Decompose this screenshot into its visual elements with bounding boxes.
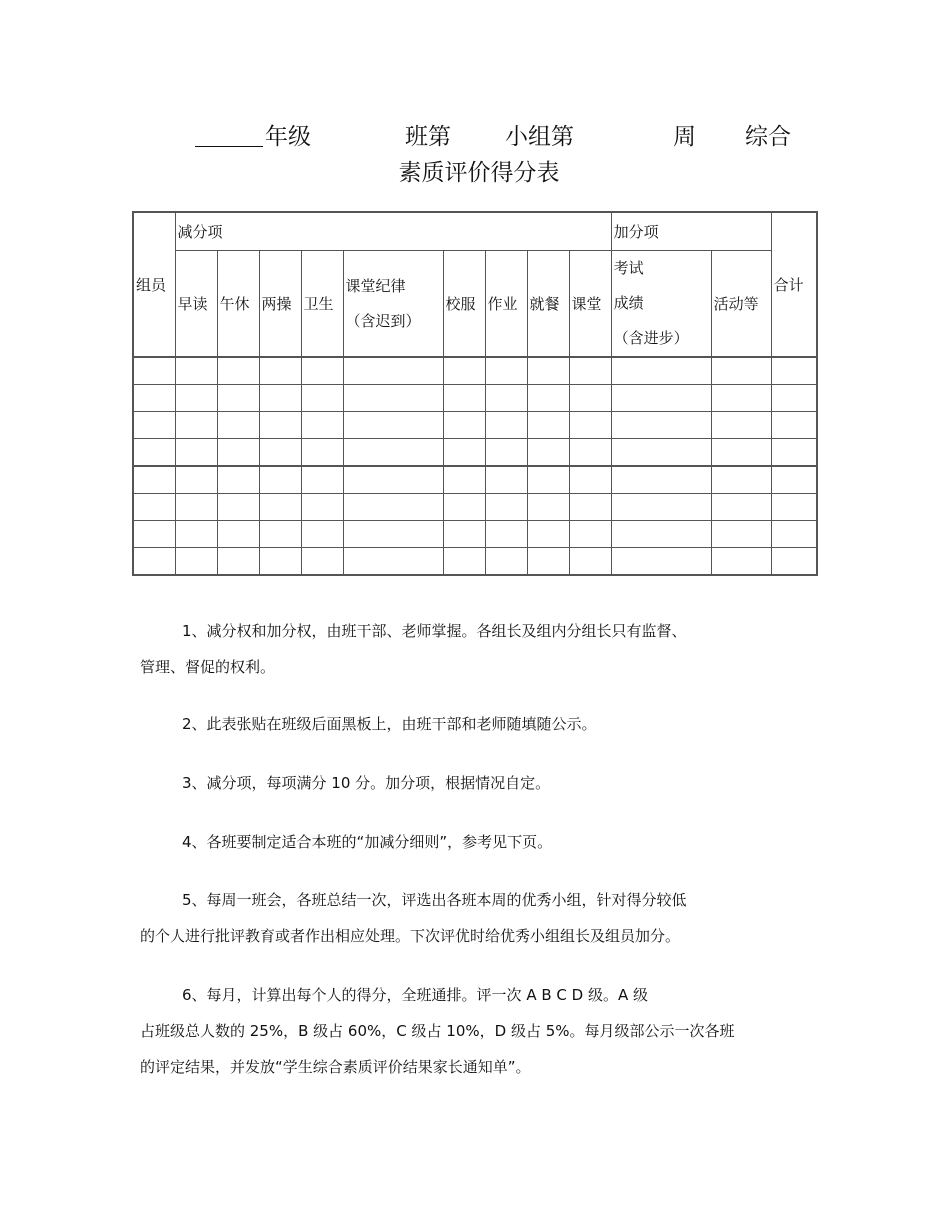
form-title-line2: 素质评价得分表 xyxy=(398,160,560,186)
score-table xyxy=(132,211,818,576)
item-noon-rest: 午休 xyxy=(217,251,259,358)
score-cell[interactable] xyxy=(133,466,175,494)
score-cell[interactable] xyxy=(133,357,175,385)
score-cell[interactable] xyxy=(133,548,175,576)
score-row xyxy=(133,385,817,412)
form-title-line1 xyxy=(0,118,950,152)
item-dining: 就餐 xyxy=(527,251,569,358)
score-cell[interactable] xyxy=(485,357,527,385)
note-6-line3: 的评定结果，并发放“学生综合素质评价结果家长通知单”。 xyxy=(140,1058,531,1076)
score-cell[interactable] xyxy=(711,466,771,494)
header-row-items xyxy=(133,251,817,358)
score-cell[interactable] xyxy=(611,494,711,521)
title-week: 周 xyxy=(673,124,696,150)
note-3 xyxy=(140,765,820,801)
score-cell[interactable] xyxy=(259,439,301,467)
score-cell[interactable] xyxy=(301,521,343,548)
score-cell[interactable] xyxy=(175,385,217,412)
exam-line2: 成绩 xyxy=(613,294,644,312)
score-cell[interactable] xyxy=(443,357,485,385)
note-1 xyxy=(140,613,820,685)
score-cell[interactable] xyxy=(711,439,771,467)
score-cell[interactable] xyxy=(217,412,259,439)
title-composite: 综合 xyxy=(745,124,791,150)
score-cell[interactable] xyxy=(343,521,443,548)
score-cell[interactable] xyxy=(259,412,301,439)
score-cell[interactable] xyxy=(443,521,485,548)
member-header: 组员 xyxy=(133,212,175,357)
score-cell[interactable] xyxy=(443,494,485,521)
score-cell[interactable] xyxy=(771,412,817,439)
score-row xyxy=(133,439,817,467)
score-cell[interactable] xyxy=(443,548,485,576)
score-cell[interactable] xyxy=(569,385,611,412)
item-exam xyxy=(611,251,711,358)
score-cell[interactable] xyxy=(175,439,217,467)
score-cell[interactable] xyxy=(175,548,217,576)
score-cell[interactable] xyxy=(711,548,771,576)
score-cell[interactable] xyxy=(711,385,771,412)
score-cell[interactable] xyxy=(569,357,611,385)
add-header: 加分项 xyxy=(611,212,771,251)
grade-blank xyxy=(195,118,263,147)
score-cell[interactable] xyxy=(443,439,485,467)
score-row xyxy=(133,412,817,439)
note-5-line2: 的个人进行批评教育或者作出相应处理。下次评优时给优秀小组组长及组员加分。 xyxy=(140,927,681,945)
item-discipline xyxy=(343,251,443,358)
score-row xyxy=(133,548,817,576)
item-exercises: 两操 xyxy=(259,251,301,358)
score-cell[interactable] xyxy=(301,439,343,467)
exam-line1: 考试 xyxy=(613,259,644,277)
score-cell[interactable] xyxy=(343,466,443,494)
score-cell[interactable] xyxy=(217,357,259,385)
score-cell[interactable] xyxy=(771,494,817,521)
score-cell[interactable] xyxy=(259,494,301,521)
note-1-line2: 管理、督促的权利。 xyxy=(140,658,276,676)
score-cell[interactable] xyxy=(527,357,569,385)
score-cell[interactable] xyxy=(175,494,217,521)
score-cell[interactable] xyxy=(771,548,817,576)
score-cell[interactable] xyxy=(711,521,771,548)
discipline-note: （含迟到） xyxy=(345,311,421,330)
score-cell[interactable] xyxy=(611,548,711,576)
score-cell[interactable] xyxy=(133,439,175,467)
score-cell[interactable] xyxy=(343,548,443,576)
score-cell[interactable] xyxy=(343,494,443,521)
score-cell[interactable] xyxy=(259,521,301,548)
total-header: 合计 xyxy=(771,212,817,357)
exam-note: （含进步） xyxy=(613,329,689,347)
score-cell[interactable] xyxy=(611,521,711,548)
score-cell[interactable] xyxy=(611,385,711,412)
item-activities: 活动等 xyxy=(711,251,771,358)
item-homework: 作业 xyxy=(485,251,527,358)
score-cell[interactable] xyxy=(485,385,527,412)
score-cell[interactable] xyxy=(133,521,175,548)
score-cell[interactable] xyxy=(175,466,217,494)
score-cell[interactable] xyxy=(217,439,259,467)
score-cell[interactable] xyxy=(711,494,771,521)
score-row xyxy=(133,494,817,521)
score-cell[interactable] xyxy=(527,439,569,467)
score-cell[interactable] xyxy=(527,385,569,412)
score-cell[interactable] xyxy=(443,412,485,439)
score-cell[interactable] xyxy=(771,439,817,467)
score-cell[interactable] xyxy=(771,521,817,548)
score-cell[interactable] xyxy=(301,548,343,576)
score-cell[interactable] xyxy=(217,494,259,521)
note-1-line1: 1、减分权和加分权，由班干部、老师掌握。各组长及组内分组长只有监督、 xyxy=(182,622,687,640)
score-cell[interactable] xyxy=(301,412,343,439)
note-6-line2: 占班级总人数的 25%，B 级占 60%，C 级占 10%，D 级占 5%。每月级部公示一次各班 xyxy=(140,1022,735,1040)
item-morning-reading: 早读 xyxy=(175,251,217,358)
score-cell[interactable] xyxy=(711,412,771,439)
score-cell[interactable] xyxy=(301,385,343,412)
score-cell[interactable] xyxy=(133,412,175,439)
discipline-label: 课堂纪律 xyxy=(345,276,406,295)
score-row xyxy=(133,521,817,548)
score-cell[interactable] xyxy=(611,357,711,385)
score-cell[interactable] xyxy=(259,548,301,576)
note-3-line1: 3、减分项，每项满分 10 分。加分项，根据情况自定。 xyxy=(182,774,551,792)
score-row xyxy=(133,357,817,385)
score-cell[interactable] xyxy=(343,357,443,385)
score-cell[interactable] xyxy=(175,357,217,385)
deduct-header: 减分项 xyxy=(175,212,611,251)
score-cell[interactable] xyxy=(217,385,259,412)
score-cell[interactable] xyxy=(301,494,343,521)
score-cell[interactable] xyxy=(343,439,443,467)
note-6 xyxy=(140,977,820,1085)
score-cell[interactable] xyxy=(485,521,527,548)
score-cell[interactable] xyxy=(711,357,771,385)
title-grade: 年级 xyxy=(265,124,311,150)
score-cell[interactable] xyxy=(443,385,485,412)
score-cell[interactable] xyxy=(301,466,343,494)
score-cell[interactable] xyxy=(217,548,259,576)
score-cell[interactable] xyxy=(217,466,259,494)
score-cell[interactable] xyxy=(259,357,301,385)
score-cell[interactable] xyxy=(133,385,175,412)
score-cell[interactable] xyxy=(259,385,301,412)
score-cell[interactable] xyxy=(133,494,175,521)
score-cell[interactable] xyxy=(301,357,343,385)
score-cell[interactable] xyxy=(569,521,611,548)
item-hygiene: 卫生 xyxy=(301,251,343,358)
header-row-groups xyxy=(133,212,817,251)
title-class: 班第 xyxy=(405,124,451,150)
score-cell[interactable] xyxy=(485,439,527,467)
score-rows xyxy=(133,357,817,575)
score-cell[interactable] xyxy=(569,412,611,439)
score-cell[interactable] xyxy=(443,466,485,494)
item-classroom: 课堂 xyxy=(569,251,611,358)
score-cell[interactable] xyxy=(175,412,217,439)
score-cell[interactable] xyxy=(343,385,443,412)
score-cell[interactable] xyxy=(771,385,817,412)
score-cell[interactable] xyxy=(611,439,711,467)
title-group: 小组第 xyxy=(505,124,574,150)
note-6-line1: 6、每月，计算出每个人的得分，全班通排。评一次 A B C D 级。A 级 xyxy=(182,986,648,1004)
note-2-line1: 2、此表张贴在班级后面黑板上，由班干部和老师随填随公示。 xyxy=(182,715,597,733)
score-cell[interactable] xyxy=(485,494,527,521)
score-cell[interactable] xyxy=(527,494,569,521)
score-cell[interactable] xyxy=(569,439,611,467)
score-cell[interactable] xyxy=(771,466,817,494)
score-cell[interactable] xyxy=(527,521,569,548)
note-5-line1: 5、每周一班会，各班总结一次，评选出各班本周的优秀小组，针对得分较低 xyxy=(182,891,687,909)
score-cell[interactable] xyxy=(569,466,611,494)
score-cell[interactable] xyxy=(527,412,569,439)
note-5 xyxy=(140,882,820,954)
score-cell[interactable] xyxy=(611,412,711,439)
score-cell[interactable] xyxy=(485,412,527,439)
score-cell[interactable] xyxy=(611,466,711,494)
note-4-line1: 4、各班要制定适合本班的“加减分细则”，参考见下页。 xyxy=(182,833,553,851)
score-cell[interactable] xyxy=(527,548,569,576)
score-cell[interactable] xyxy=(771,357,817,385)
score-cell[interactable] xyxy=(343,412,443,439)
score-cell[interactable] xyxy=(175,521,217,548)
score-cell[interactable] xyxy=(217,521,259,548)
score-cell[interactable] xyxy=(569,548,611,576)
score-cell[interactable] xyxy=(527,466,569,494)
score-cell[interactable] xyxy=(485,548,527,576)
score-cell[interactable] xyxy=(569,494,611,521)
note-2 xyxy=(140,706,820,742)
score-row xyxy=(133,466,817,494)
score-cell[interactable] xyxy=(485,466,527,494)
score-cell[interactable] xyxy=(259,466,301,494)
item-uniform: 校服 xyxy=(443,251,485,358)
note-4 xyxy=(140,824,820,860)
